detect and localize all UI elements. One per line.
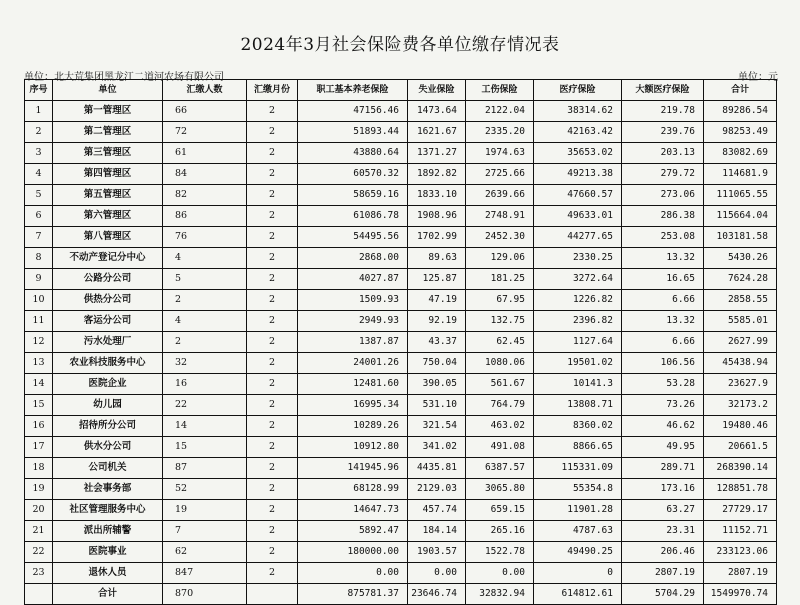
row-pension: 12481.60	[298, 374, 408, 395]
row-unemployment: 750.04	[408, 353, 466, 374]
row-major-medical: 286.38	[622, 206, 704, 227]
row-unemployment: 457.74	[408, 500, 466, 521]
table-row	[25, 122, 777, 143]
row-injury: 129.06	[466, 248, 534, 269]
row-headcount: 847	[163, 563, 247, 584]
row-pension: 58659.16	[298, 185, 408, 206]
row-major-medical: 253.08	[622, 227, 704, 248]
row-unit: 社会事务部	[53, 479, 163, 500]
row-headcount: 52	[163, 479, 247, 500]
row-injury: 2122.04	[466, 101, 534, 122]
row-unit: 幼儿园	[53, 395, 163, 416]
row-injury: 491.08	[466, 437, 534, 458]
row-unit: 供水分公司	[53, 437, 163, 458]
row-total: 128851.78	[704, 479, 777, 500]
row-unit: 第二管理区	[53, 122, 163, 143]
row-index: 22	[25, 542, 53, 563]
header-unit: 单位	[53, 80, 163, 101]
row-index: 15	[25, 395, 53, 416]
row-medical: 10141.3	[534, 374, 622, 395]
row-unit: 不动产登记分中心	[53, 248, 163, 269]
row-major-medical: 63.27	[622, 500, 704, 521]
row-pension: 5892.47	[298, 521, 408, 542]
row-index: 14	[25, 374, 53, 395]
row-medical: 2396.82	[534, 311, 622, 332]
row-unit: 第六管理区	[53, 206, 163, 227]
row-major-medical: 49.95	[622, 437, 704, 458]
row-months: 2	[247, 101, 298, 122]
row-pension: 141945.96	[298, 458, 408, 479]
row-major-medical: 106.56	[622, 353, 704, 374]
row-major-medical: 16.65	[622, 269, 704, 290]
row-total: 19480.46	[704, 416, 777, 437]
row-unit: 第五管理区	[53, 185, 163, 206]
row-total: 11152.71	[704, 521, 777, 542]
row-unit: 污水处理厂	[53, 332, 163, 353]
row-medical: 115331.09	[534, 458, 622, 479]
row-unit: 退休人员	[53, 563, 163, 584]
table-row	[25, 374, 777, 395]
table-row	[25, 395, 777, 416]
row-medical: 49213.38	[534, 164, 622, 185]
row-index: 19	[25, 479, 53, 500]
row-major-medical: 279.72	[622, 164, 704, 185]
row-injury: 3065.80	[466, 479, 534, 500]
total-unemployment: 23646.74	[408, 584, 466, 605]
row-headcount: 2	[163, 290, 247, 311]
row-pension: 0.00	[298, 563, 408, 584]
row-headcount: 22	[163, 395, 247, 416]
row-index: 1	[25, 101, 53, 122]
row-headcount: 32	[163, 353, 247, 374]
row-months: 2	[247, 290, 298, 311]
row-pension: 61086.78	[298, 206, 408, 227]
row-major-medical: 23.31	[622, 521, 704, 542]
row-months: 2	[247, 500, 298, 521]
currency-unit-label: 单位：元	[738, 72, 778, 83]
row-major-medical: 289.71	[622, 458, 704, 479]
row-total: 115664.04	[704, 206, 777, 227]
row-pension: 10912.80	[298, 437, 408, 458]
row-total: 2627.99	[704, 332, 777, 353]
row-unit: 第八管理区	[53, 227, 163, 248]
row-injury: 2335.20	[466, 122, 534, 143]
table-row	[25, 185, 777, 206]
row-unemployment: 4435.81	[408, 458, 466, 479]
row-index: 3	[25, 143, 53, 164]
row-total: 268390.14	[704, 458, 777, 479]
row-medical: 3272.64	[534, 269, 622, 290]
row-major-medical: 239.76	[622, 122, 704, 143]
table-row	[25, 416, 777, 437]
row-total: 233123.06	[704, 542, 777, 563]
row-index: 17	[25, 437, 53, 458]
header-major-medical: 大额医疗保险	[622, 80, 704, 101]
row-injury: 2639.66	[466, 185, 534, 206]
row-months: 2	[247, 122, 298, 143]
row-months: 2	[247, 227, 298, 248]
row-months: 2	[247, 479, 298, 500]
row-unit: 农业科技服务中心	[53, 353, 163, 374]
row-major-medical: 13.32	[622, 311, 704, 332]
row-medical: 0	[534, 563, 622, 584]
table-row	[25, 164, 777, 185]
row-pension: 10289.26	[298, 416, 408, 437]
row-unit: 公司机关	[53, 458, 163, 479]
row-unemployment: 1702.99	[408, 227, 466, 248]
header-index: 序号	[25, 80, 53, 101]
row-injury: 764.79	[466, 395, 534, 416]
row-medical: 49490.25	[534, 542, 622, 563]
row-medical: 49633.01	[534, 206, 622, 227]
header-months: 汇缴月份	[247, 80, 298, 101]
row-unit: 第四管理区	[53, 164, 163, 185]
row-headcount: 86	[163, 206, 247, 227]
row-total: 89286.54	[704, 101, 777, 122]
row-unit: 第三管理区	[53, 143, 163, 164]
row-index: 12	[25, 332, 53, 353]
total-label: 合计	[53, 584, 163, 605]
table-row	[25, 437, 777, 458]
table-row	[25, 353, 777, 374]
row-injury: 463.02	[466, 416, 534, 437]
row-medical: 44277.65	[534, 227, 622, 248]
row-total: 23627.9	[704, 374, 777, 395]
row-major-medical: 219.78	[622, 101, 704, 122]
row-months: 2	[247, 269, 298, 290]
row-major-medical: 46.62	[622, 416, 704, 437]
row-months: 2	[247, 416, 298, 437]
row-medical: 35653.02	[534, 143, 622, 164]
row-index: 2	[25, 122, 53, 143]
table-row	[25, 458, 777, 479]
row-injury: 659.15	[466, 500, 534, 521]
row-months: 2	[247, 311, 298, 332]
header-row	[25, 80, 777, 101]
row-index: 8	[25, 248, 53, 269]
row-major-medical: 53.28	[622, 374, 704, 395]
row-months: 2	[247, 353, 298, 374]
row-headcount: 15	[163, 437, 247, 458]
row-unit: 社区管理服务中心	[53, 500, 163, 521]
row-total: 98253.49	[704, 122, 777, 143]
row-injury: 0.00	[466, 563, 534, 584]
row-months: 2	[247, 164, 298, 185]
row-index: 21	[25, 521, 53, 542]
row-index: 7	[25, 227, 53, 248]
row-headcount: 82	[163, 185, 247, 206]
row-total: 20661.5	[704, 437, 777, 458]
row-headcount: 5	[163, 269, 247, 290]
row-injury: 2452.30	[466, 227, 534, 248]
row-headcount: 62	[163, 542, 247, 563]
row-index: 23	[25, 563, 53, 584]
row-headcount: 2	[163, 332, 247, 353]
table-row	[25, 311, 777, 332]
row-total: 5585.01	[704, 311, 777, 332]
row-injury: 561.67	[466, 374, 534, 395]
row-headcount: 61	[163, 143, 247, 164]
row-total: 32173.2	[704, 395, 777, 416]
header-unemployment: 失业保险	[408, 80, 466, 101]
table-row	[25, 542, 777, 563]
row-headcount: 87	[163, 458, 247, 479]
row-injury: 6387.57	[466, 458, 534, 479]
row-months: 2	[247, 437, 298, 458]
total-medical: 614812.61	[534, 584, 622, 605]
row-pension: 43880.64	[298, 143, 408, 164]
row-index: 16	[25, 416, 53, 437]
row-pension: 51893.44	[298, 122, 408, 143]
row-unit: 供热分公司	[53, 290, 163, 311]
row-pension: 47156.46	[298, 101, 408, 122]
row-months: 2	[247, 563, 298, 584]
row-index: 13	[25, 353, 53, 374]
table-row	[25, 290, 777, 311]
row-total: 7624.28	[704, 269, 777, 290]
row-medical: 8866.65	[534, 437, 622, 458]
row-unemployment: 43.37	[408, 332, 466, 353]
row-medical: 13808.71	[534, 395, 622, 416]
row-total: 45438.94	[704, 353, 777, 374]
row-total: 111065.55	[704, 185, 777, 206]
row-unemployment: 1908.96	[408, 206, 466, 227]
row-unemployment: 1903.57	[408, 542, 466, 563]
row-unit: 派出所辅警	[53, 521, 163, 542]
header-pension: 职工基本养老保险	[298, 80, 408, 101]
row-medical: 55354.8	[534, 479, 622, 500]
row-major-medical: 6.66	[622, 332, 704, 353]
total-major-medical: 5704.29	[622, 584, 704, 605]
table-row	[25, 101, 777, 122]
row-index: 20	[25, 500, 53, 521]
row-injury: 1522.78	[466, 542, 534, 563]
table-row	[25, 500, 777, 521]
row-months: 2	[247, 143, 298, 164]
row-index: 4	[25, 164, 53, 185]
total-sum: 1549970.74	[704, 584, 777, 605]
row-pension: 60570.32	[298, 164, 408, 185]
row-unemployment: 1892.82	[408, 164, 466, 185]
total-months	[247, 584, 298, 605]
row-months: 2	[247, 248, 298, 269]
table-row	[25, 143, 777, 164]
header-injury: 工伤保险	[466, 80, 534, 101]
row-major-medical: 206.46	[622, 542, 704, 563]
total-injury: 32832.94	[466, 584, 534, 605]
row-medical: 8360.02	[534, 416, 622, 437]
row-medical: 4787.63	[534, 521, 622, 542]
row-injury: 67.95	[466, 290, 534, 311]
row-headcount: 76	[163, 227, 247, 248]
row-injury: 1080.06	[466, 353, 534, 374]
row-unit: 客运分公司	[53, 311, 163, 332]
row-unemployment: 531.10	[408, 395, 466, 416]
report-title: 2024年3月社会保险费各单位缴存情况表	[240, 35, 560, 55]
table-row	[25, 479, 777, 500]
row-injury: 132.75	[466, 311, 534, 332]
row-medical: 42163.42	[534, 122, 622, 143]
row-unemployment: 390.05	[408, 374, 466, 395]
row-major-medical: 2807.19	[622, 563, 704, 584]
row-headcount: 66	[163, 101, 247, 122]
row-pension: 4027.87	[298, 269, 408, 290]
row-unit: 公路分公司	[53, 269, 163, 290]
row-unit: 招待所分公司	[53, 416, 163, 437]
row-index: 5	[25, 185, 53, 206]
row-medical: 2330.25	[534, 248, 622, 269]
row-major-medical: 173.16	[622, 479, 704, 500]
row-injury: 2725.66	[466, 164, 534, 185]
row-unemployment: 0.00	[408, 563, 466, 584]
row-months: 2	[247, 521, 298, 542]
table-row	[25, 563, 777, 584]
row-unemployment: 2129.03	[408, 479, 466, 500]
total-index	[25, 584, 53, 605]
row-index: 10	[25, 290, 53, 311]
row-major-medical: 73.26	[622, 395, 704, 416]
table-row	[25, 227, 777, 248]
row-medical: 19501.02	[534, 353, 622, 374]
contribution-table	[24, 79, 777, 605]
row-pension: 54495.56	[298, 227, 408, 248]
row-injury: 265.16	[466, 521, 534, 542]
table-row	[25, 521, 777, 542]
row-medical: 1226.82	[534, 290, 622, 311]
row-index: 11	[25, 311, 53, 332]
row-index: 18	[25, 458, 53, 479]
row-pension: 24001.26	[298, 353, 408, 374]
row-unemployment: 1371.27	[408, 143, 466, 164]
row-pension: 1509.93	[298, 290, 408, 311]
row-headcount: 4	[163, 248, 247, 269]
row-pension: 16995.34	[298, 395, 408, 416]
row-unemployment: 125.87	[408, 269, 466, 290]
row-unemployment: 47.19	[408, 290, 466, 311]
table-row	[25, 269, 777, 290]
row-unemployment: 184.14	[408, 521, 466, 542]
row-unit: 医院事业	[53, 542, 163, 563]
total-headcount: 870	[163, 584, 247, 605]
row-pension: 14647.73	[298, 500, 408, 521]
row-headcount: 7	[163, 521, 247, 542]
row-unemployment: 341.02	[408, 437, 466, 458]
row-pension: 2949.93	[298, 311, 408, 332]
row-pension: 1387.87	[298, 332, 408, 353]
row-injury: 2748.91	[466, 206, 534, 227]
row-unemployment: 92.19	[408, 311, 466, 332]
row-unemployment: 1473.64	[408, 101, 466, 122]
row-medical: 1127.64	[534, 332, 622, 353]
row-pension: 2868.00	[298, 248, 408, 269]
row-major-medical: 6.66	[622, 290, 704, 311]
row-headcount: 84	[163, 164, 247, 185]
row-index: 6	[25, 206, 53, 227]
header-total: 合计	[704, 80, 777, 101]
row-unemployment: 89.63	[408, 248, 466, 269]
row-months: 2	[247, 206, 298, 227]
header-medical: 医疗保险	[534, 80, 622, 101]
row-pension: 180000.00	[298, 542, 408, 563]
row-headcount: 72	[163, 122, 247, 143]
total-row	[25, 584, 777, 605]
row-index: 9	[25, 269, 53, 290]
table-row	[25, 248, 777, 269]
row-total: 114681.9	[704, 164, 777, 185]
row-major-medical: 13.32	[622, 248, 704, 269]
row-months: 2	[247, 458, 298, 479]
row-pension: 68128.99	[298, 479, 408, 500]
row-medical: 47660.57	[534, 185, 622, 206]
row-months: 2	[247, 332, 298, 353]
row-months: 2	[247, 374, 298, 395]
row-total: 103181.58	[704, 227, 777, 248]
total-pension: 875781.37	[298, 584, 408, 605]
row-total: 2807.19	[704, 563, 777, 584]
row-total: 27729.17	[704, 500, 777, 521]
row-unemployment: 1621.67	[408, 122, 466, 143]
row-injury: 62.45	[466, 332, 534, 353]
row-unit: 医院企业	[53, 374, 163, 395]
row-headcount: 14	[163, 416, 247, 437]
row-unemployment: 1833.10	[408, 185, 466, 206]
organization-label: 单位：北大荒集团黑龙江二道河农场有限公司	[24, 72, 224, 83]
row-major-medical: 273.06	[622, 185, 704, 206]
table-row	[25, 332, 777, 353]
row-major-medical: 203.13	[622, 143, 704, 164]
row-months: 2	[247, 395, 298, 416]
row-total: 5430.26	[704, 248, 777, 269]
row-unemployment: 321.54	[408, 416, 466, 437]
row-total: 2858.55	[704, 290, 777, 311]
table-row	[25, 206, 777, 227]
header-headcount: 汇缴人数	[163, 80, 247, 101]
row-months: 2	[247, 542, 298, 563]
row-headcount: 19	[163, 500, 247, 521]
row-injury: 1974.63	[466, 143, 534, 164]
row-months: 2	[247, 185, 298, 206]
row-headcount: 16	[163, 374, 247, 395]
row-injury: 181.25	[466, 269, 534, 290]
row-unit: 第一管理区	[53, 101, 163, 122]
row-total: 83082.69	[704, 143, 777, 164]
row-medical: 11901.28	[534, 500, 622, 521]
row-medical: 38314.62	[534, 101, 622, 122]
row-headcount: 4	[163, 311, 247, 332]
